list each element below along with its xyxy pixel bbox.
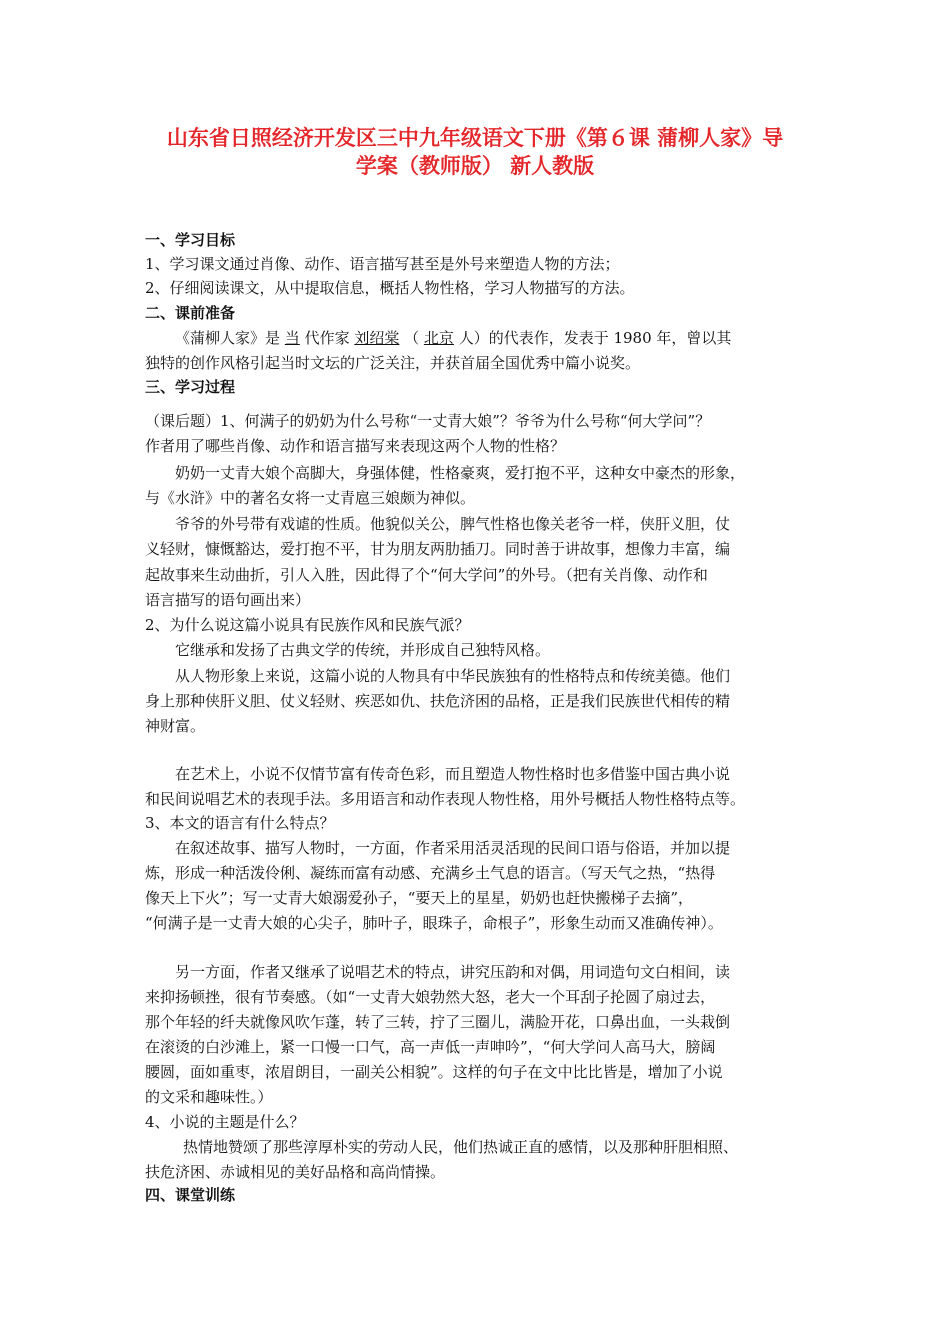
answer-line: 它继承和发扬了古典文学的传统，并形成自己独特风格。: [175, 641, 551, 659]
answer-line: 炼，形成一种活泼伶俐、凝练而富有动感、充满乡土气息的语言。（写天气之热，“热得: [145, 864, 716, 882]
fill-blank-place: 北京: [423, 329, 454, 347]
answer-line: 义轻财，慷慨豁达，爱打抱不平，甘为朋友两肋插刀。同时善于讲故事，想像力丰富，编: [145, 540, 731, 558]
answer-line: 神财富。: [145, 717, 206, 735]
answer-line: 在艺术上，小说不仅情节富有传奇色彩，而且塑造人物性格时也多借鉴中国古典小说: [175, 765, 731, 783]
answer-line: 那个年轻的纤夫就像风吹乍蓬，转了三转，拧了三圈儿，满脸开花，口鼻出血，一头栽倒: [145, 1013, 731, 1031]
answer-line: 扶危济困、赤诚相见的美好品格和高尚情操。: [145, 1163, 446, 1181]
answer-line: 像天上下火”；写一丈青大娘溺爱孙子，“要天上的星星，奶奶也赶快搬梯子去摘”，: [145, 889, 694, 907]
prep-text: 人）的代表作，发表于 1980 年，曾以其: [453, 329, 732, 347]
prep-text: 《蒲柳人家》是: [175, 329, 285, 347]
question-line: 2、为什么说这篇小说具有民族作风和民族气派？: [145, 616, 470, 634]
question-line: 3、本文的语言有什么特点？: [145, 814, 335, 832]
prep-paragraph-line: [175, 326, 731, 350]
answer-line: 来抑扬顿挫，很有节奏感。（如“一丈青大娘勃然大怒，老大一个耳刮子抡圆了扇过去，: [145, 988, 716, 1006]
answer-line: 从人物形象上来说，这篇小说的人物具有中华民族独有的性格特点和传统美德。他们: [175, 667, 731, 685]
answer-line: 的文采和趣味性。）: [145, 1088, 273, 1106]
goal-item: 2、仔细阅读课文，从中提取信息，概括人物性格，学习人物描写的方法。: [145, 279, 635, 297]
prep-paragraph-line: 独特的创作风格引起当时文坛的广泛关注，并获首届全国优秀中篇小说奖。: [145, 354, 641, 372]
answer-line: 和民间说唱艺术的表现手法。多用语言和动作表现人物性格，用外号概括人物性格特点等。: [145, 790, 746, 808]
fill-blank-author: 刘绍棠: [354, 329, 400, 347]
question-line: （课后题）1、何满子的奶奶为什么号称“一丈青大娘”？爷爷为什么号称“何大学问”？: [145, 412, 711, 430]
section-heading-process: 三、学习过程: [145, 378, 236, 396]
question-line: 4、小说的主题是什么？: [145, 1113, 305, 1131]
fill-blank-era: 当: [284, 329, 300, 347]
prep-text: （: [399, 329, 424, 347]
answer-line: 热情地赞颂了那些淳厚朴实的劳动人民，他们热诚正直的感情，以及那种肝胆相照、: [183, 1138, 739, 1156]
answer-line: 在滚烫的白沙滩上，紧一口慢一口气，高一声低一声呻吟”，“何大学问人高马大，膀阔: [145, 1038, 716, 1056]
answer-line: 另一方面，作者又继承了说唱艺术的特点，讲究压韵和对偶，用词造句文白相间，读: [175, 963, 731, 981]
answer-line: “何满子是一丈青大娘的心尖子，肺叶子，眼珠子，命根子”，形象生动而又准确传神）。: [145, 914, 723, 932]
section-heading-goals: 一、学习目标: [145, 231, 236, 249]
section-heading-practice: 四、课堂训练: [145, 1186, 236, 1204]
goal-item: 1、学习课文通过肖像、动作、语言描写甚至是外号来塑造人物的方法；: [145, 255, 620, 273]
document-title-line-2: 学案（教师版） 新人教版: [355, 154, 595, 178]
answer-line: 语言描写的语句画出来）: [145, 591, 311, 609]
prep-text: 代作家: [299, 329, 355, 347]
answer-line: 爷爷的外号带有戏谑的性质。他貌似关公，脾气性格也像关老爷一样，侠肝义胆，仗: [175, 515, 731, 533]
document-title-line-1: 山东省日照经济开发区三中九年级语文下册《第６课 蒲柳人家》导: [166, 126, 784, 150]
answer-line: 身上那种侠肝义胆、仗义轻财、疾恶如仇、扶危济困的品格，正是我们民族世代相传的精: [145, 692, 731, 710]
answer-line: 起故事来生动曲折，引人入胜，因此得了个“何大学问”的外号。（把有关肖像、动作和: [145, 566, 708, 584]
section-heading-preparation: 二、课前准备: [145, 304, 236, 322]
answer-line: 奶奶一丈青大娘个高脚大，身强体健，性格豪爽，爱打抱不平，这种女中豪杰的形象，: [175, 464, 746, 482]
answer-line: 与《水浒》中的著名女将一丈青扈三娘颇为神似。: [145, 489, 476, 507]
answer-line: 在叙述故事、描写人物时，一方面，作者采用活灵活现的民间口语与俗语，并加以提: [175, 839, 731, 857]
answer-line: 腰圆，面如重枣，浓眉朗目，一副关公相貌”。这样的句子在文中比比皆是，增加了小说: [145, 1063, 723, 1081]
question-line: 作者用了哪些肖像、动作和语言描写来表现这两个人物的性格？: [145, 437, 566, 455]
